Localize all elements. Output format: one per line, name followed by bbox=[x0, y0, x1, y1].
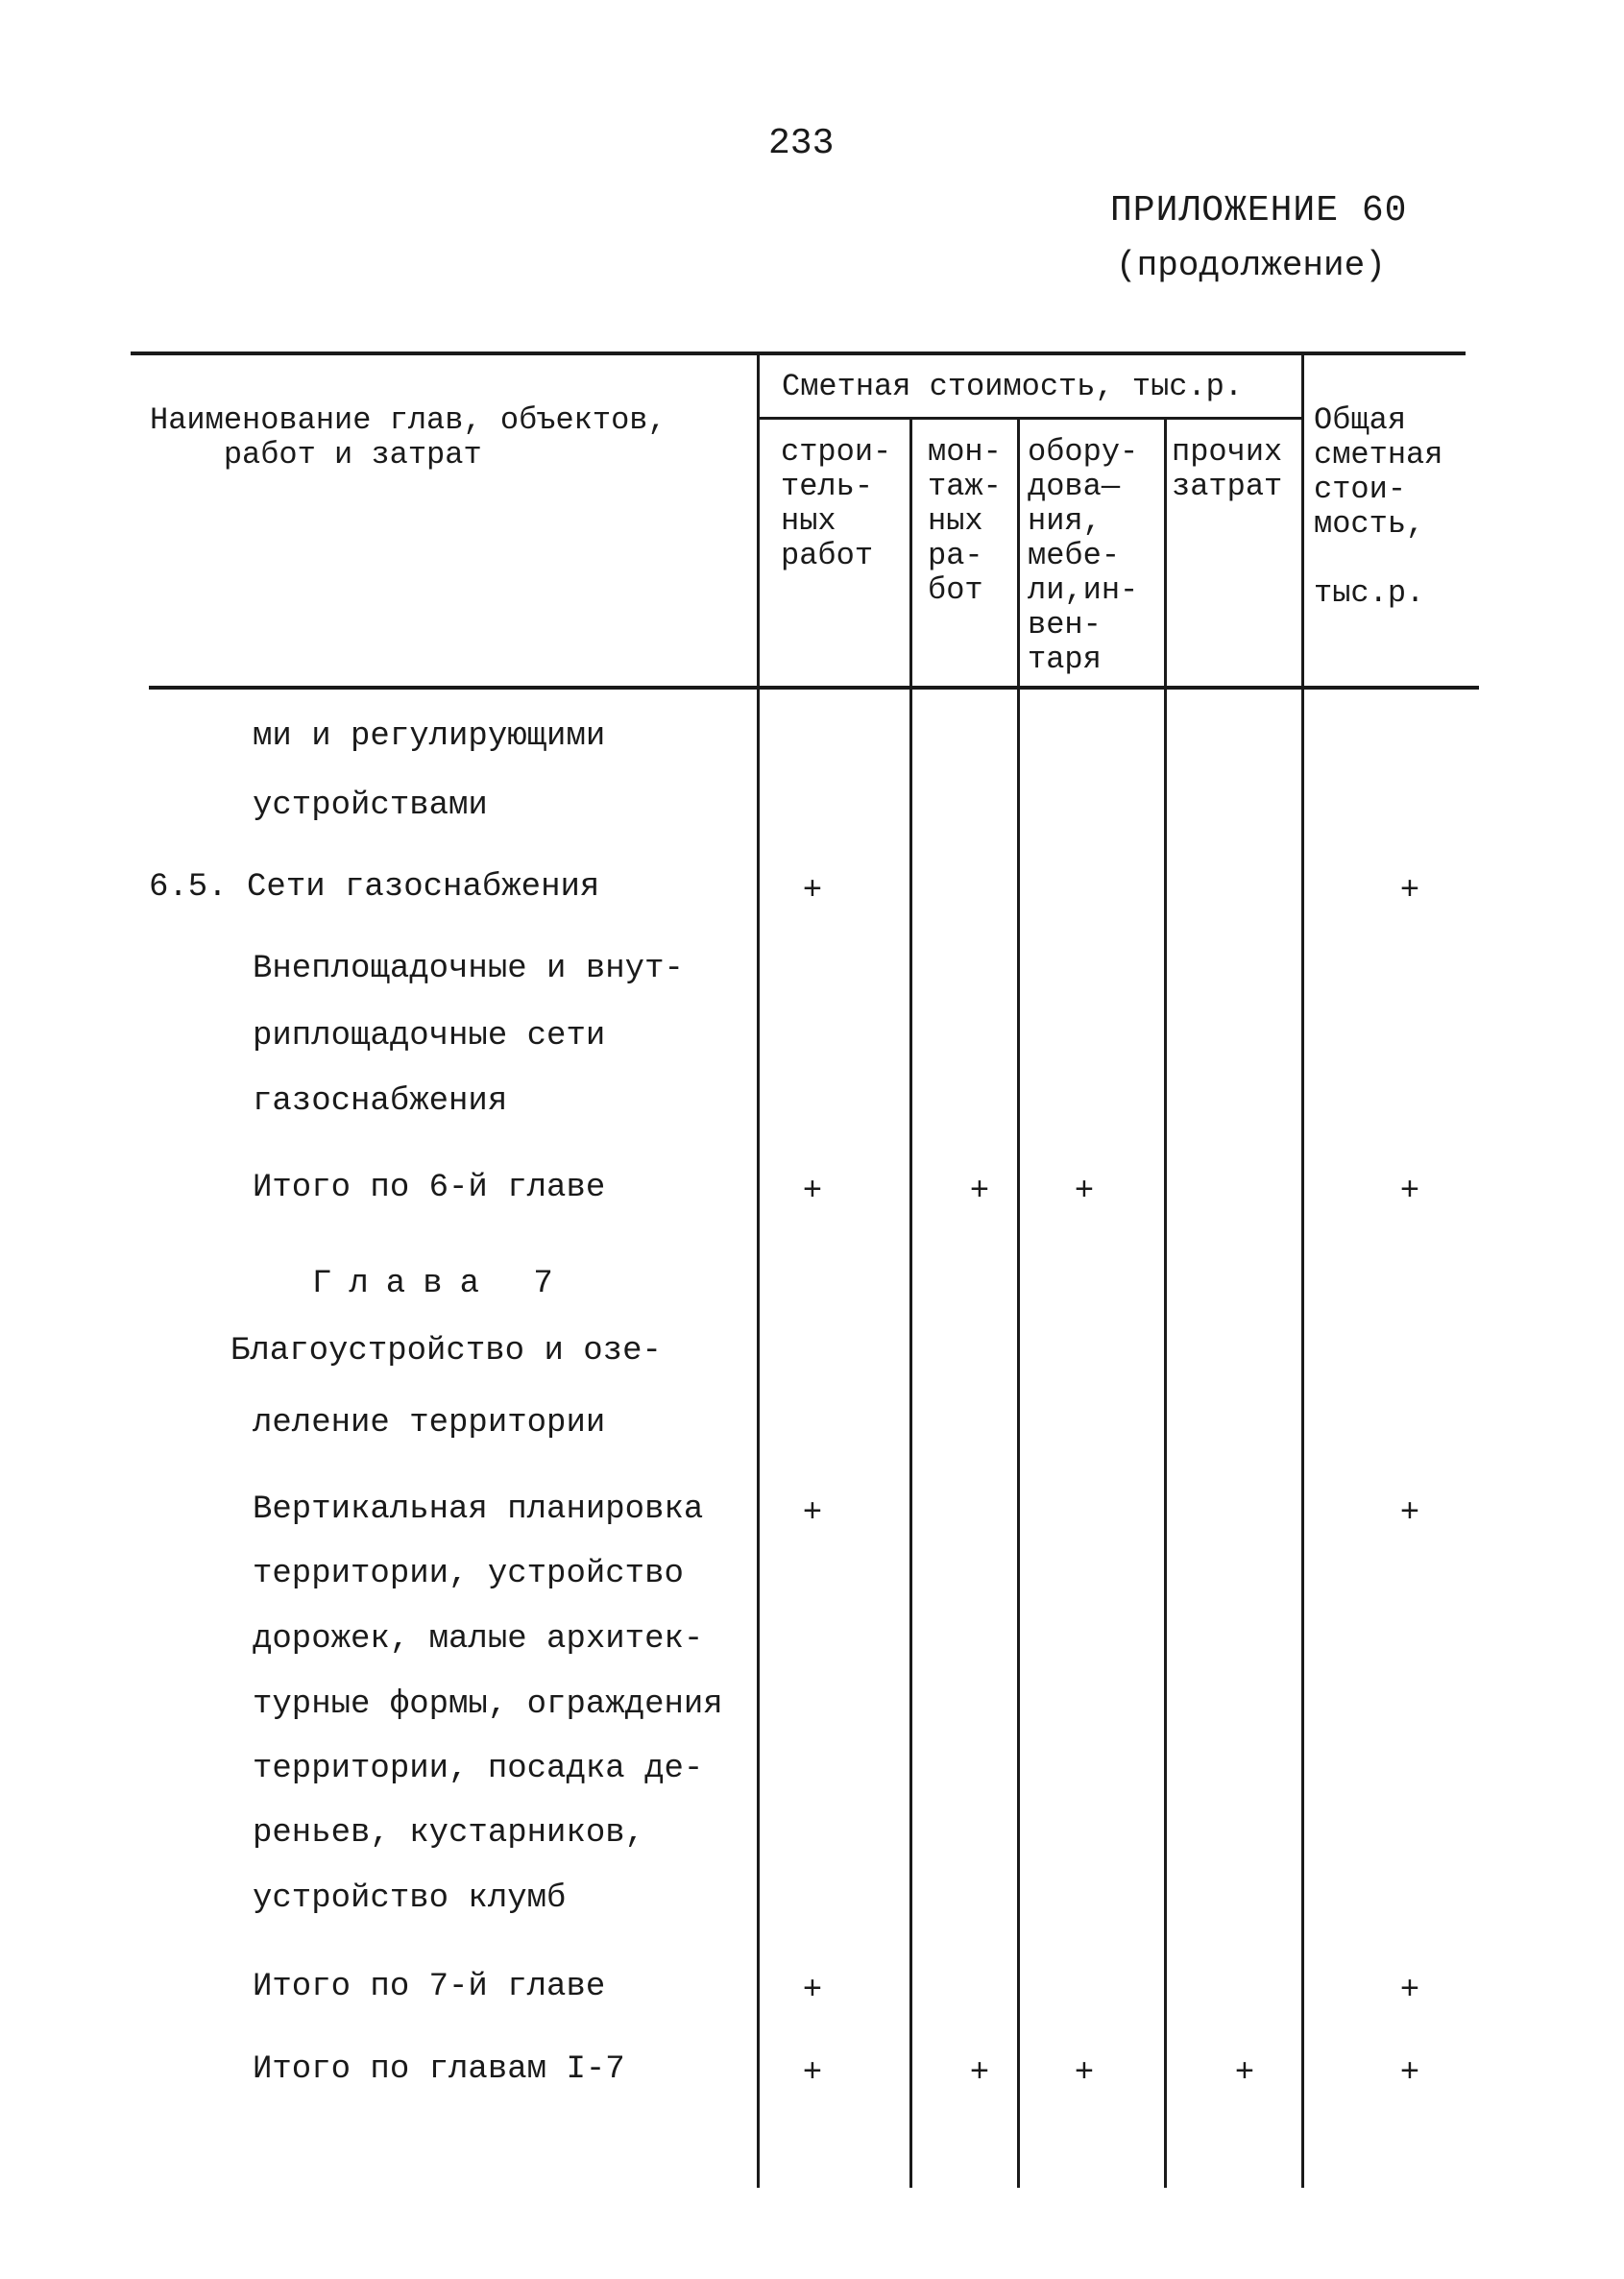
divider-construction-installation bbox=[909, 418, 912, 2188]
row-label: турные формы, ограждения bbox=[253, 1686, 723, 1723]
row-label: Итого по главам I-7 bbox=[253, 2051, 625, 2088]
row-mark: + bbox=[969, 1174, 990, 1210]
header-construction-works: строи- тель- ных работ bbox=[781, 434, 892, 573]
row-mark: + bbox=[1399, 1973, 1420, 2009]
row-label: Итого по 6-й главе bbox=[253, 1170, 606, 1206]
row-mark: + bbox=[802, 1174, 823, 1210]
row-mark: + bbox=[969, 2055, 990, 2092]
row-mark: + bbox=[1399, 1174, 1420, 1210]
appendix-note: (продолжение) bbox=[1116, 246, 1386, 285]
cost-group-rule bbox=[759, 417, 1302, 420]
row-label: Внеплощадочные и внут- bbox=[253, 951, 684, 987]
header-equipment-furniture: обору- дова— ния, мебе- ли,ин- вен- таря bbox=[1028, 434, 1139, 677]
table-top-rule bbox=[131, 352, 1466, 355]
row-mark: + bbox=[802, 1495, 823, 1532]
row-label: территории, посадка де- bbox=[253, 1751, 704, 1787]
header-total-cost: Общая сметная стои- мость, тыс.р. bbox=[1314, 402, 1443, 611]
divider-name-construction bbox=[757, 353, 760, 2188]
divider-equipment-other bbox=[1164, 418, 1167, 2188]
header-installation-works: мон- таж- ных ра- бот bbox=[928, 434, 1002, 608]
row-mark: + bbox=[1399, 873, 1420, 909]
row-mark: + bbox=[1399, 2055, 1420, 2092]
row-label: территории, устройство bbox=[253, 1556, 684, 1592]
row-mark: + bbox=[802, 2055, 823, 2092]
row-label: 6.5. Сети газоснабжения bbox=[149, 869, 600, 906]
row-label: леление территории bbox=[253, 1405, 606, 1442]
row-label: устройствами bbox=[253, 788, 488, 824]
row-label: газоснабжения bbox=[253, 1083, 508, 1120]
row-mark: + bbox=[1074, 2055, 1095, 2092]
row-label: дорожек, малые архитек- bbox=[253, 1621, 704, 1658]
row-mark: + bbox=[1234, 2055, 1255, 2092]
row-label: Глава 7 bbox=[312, 1266, 570, 1302]
header-name-column: Наименование глав, объектов, работ и затрат bbox=[150, 402, 667, 473]
row-mark: + bbox=[1399, 1495, 1420, 1532]
row-mark: + bbox=[1074, 1174, 1095, 1210]
appendix-title: ПРИЛОЖЕНИЕ 60 bbox=[1110, 190, 1408, 231]
row-mark: + bbox=[802, 1973, 823, 2009]
row-label: Вертикальная планировка bbox=[253, 1491, 704, 1528]
header-cost-group: Сметная стоимость, тыс.р. bbox=[782, 369, 1244, 404]
row-label: устройство клумб bbox=[253, 1880, 567, 1917]
row-label: Благоустройство и озе- bbox=[230, 1333, 662, 1370]
divider-installation-equipment bbox=[1017, 418, 1020, 2188]
row-label: риплощадочные сети bbox=[253, 1018, 606, 1055]
row-mark: + bbox=[802, 873, 823, 909]
row-label: ми и регулирующими bbox=[253, 718, 606, 755]
page-number: 233 bbox=[768, 123, 835, 164]
divider-other-total bbox=[1301, 353, 1304, 2188]
row-label: Итого по 7-й главе bbox=[253, 1969, 606, 2005]
header-bottom-rule bbox=[149, 686, 1479, 690]
header-other-costs: прочих затрат bbox=[1172, 434, 1283, 504]
row-label: реньев, кустарников, bbox=[253, 1815, 645, 1852]
